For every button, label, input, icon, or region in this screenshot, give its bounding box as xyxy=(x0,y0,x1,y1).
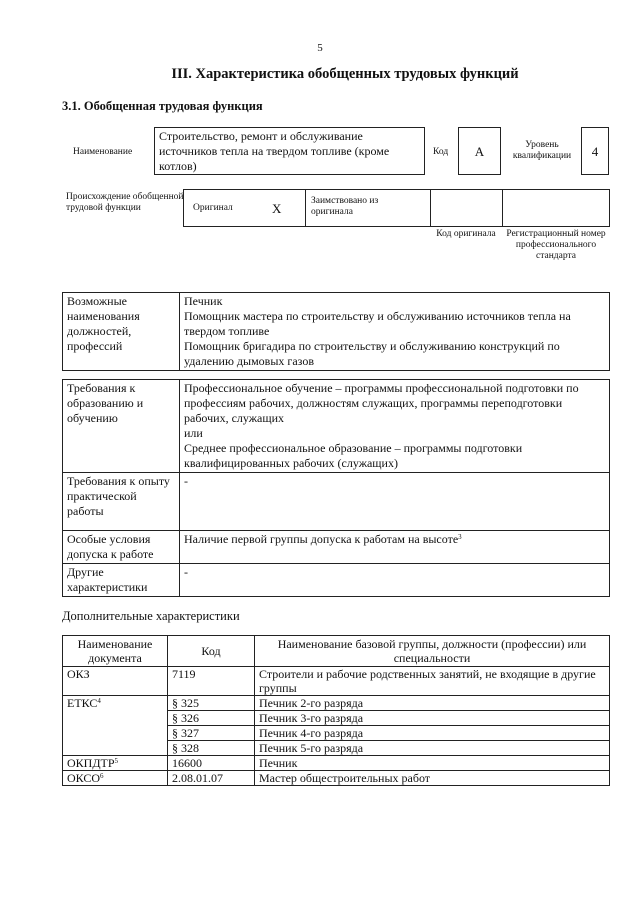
education-values xyxy=(180,380,610,473)
code-value-box xyxy=(458,127,501,175)
okpdtr-code: 16600 xyxy=(168,756,255,771)
etks-code: § 326 xyxy=(168,711,255,726)
etks-doc-text: ЕТКС xyxy=(67,696,98,710)
etks-name: Печник 3-го разряда xyxy=(255,711,610,726)
positions-values xyxy=(180,293,610,371)
footnote-3: 3 xyxy=(458,533,462,541)
original-label: Оригинал xyxy=(193,203,233,213)
origin-table xyxy=(183,189,610,227)
education-line: или xyxy=(184,426,203,440)
okso-doc xyxy=(63,771,168,786)
etks-name: Печник 4-го разряда xyxy=(255,726,610,741)
reg-number-caption: Регистрационный номер профессионального стандарта xyxy=(506,229,606,261)
position-line: Печник xyxy=(184,294,223,308)
code-label: Код xyxy=(433,147,449,157)
origin-label: Происхождение обобщенной трудовой функции xyxy=(66,192,184,213)
name-label: Наименование xyxy=(73,147,133,157)
level-value-box xyxy=(581,127,609,175)
table-row xyxy=(63,756,610,771)
etks-code: § 328 xyxy=(168,741,255,756)
function-name-box xyxy=(154,127,425,175)
table-row xyxy=(63,696,610,711)
header-code: Код xyxy=(168,636,255,667)
footnote-5: 5 xyxy=(114,757,119,765)
code-original-caption: Код оригинала xyxy=(436,229,496,239)
education-line: Профессиональное обучение – программы профессиональной подготовки по профессиям рабочих, должностям служащих, программы переподготовки рабочих, служащих xyxy=(184,381,579,425)
borrowed-label: Заимствовано из оригинала xyxy=(311,196,379,217)
other-label: Другие характеристики xyxy=(63,564,180,597)
origin-divider-3 xyxy=(502,190,503,226)
origin-divider-1 xyxy=(305,190,306,226)
okpdtr-name: Печник xyxy=(255,756,610,771)
etks-code: § 325 xyxy=(168,696,255,711)
footnote-4: 4 xyxy=(97,697,101,705)
header-name: Наименование базовой группы, должности (профессии) или специальности xyxy=(255,636,610,667)
okpdtr-doc-text: ОКПДТР xyxy=(67,756,115,770)
origin-divider-2 xyxy=(430,190,431,226)
okpdtr-doc xyxy=(63,756,168,771)
okso-code: 2.08.01.07 xyxy=(168,771,255,786)
section-title: III. Характеристика обобщенных трудовых функций xyxy=(171,66,519,82)
etks-doc xyxy=(63,696,168,756)
header-document: Наименование документа xyxy=(63,636,168,667)
extra-title: Дополнительные характеристики xyxy=(62,609,240,623)
etks-name: Печник 2-го разряда xyxy=(255,696,610,711)
experience-label: Требования к опыту практической работы xyxy=(63,473,180,531)
okz-name: Строители и рабочие родственных занятий, не входящие в другие группы xyxy=(255,667,610,696)
okz-code: 7119 xyxy=(168,667,255,696)
okz-doc: ОКЗ xyxy=(63,667,168,696)
function-name-value: Строительство, ремонт и обслуживание источников тепла на твердом топливе (кроме котлов) xyxy=(159,129,390,173)
other-value: - xyxy=(180,564,610,597)
okso-name: Мастер общестроительных работ xyxy=(255,771,610,786)
admission-text: Наличие первой группы допуска к работам на высоте xyxy=(184,532,459,546)
subsection-title: 3.1. Обобщенная трудовая функция xyxy=(62,99,263,113)
admission-value xyxy=(180,531,610,564)
level-label: Уровень квалификации xyxy=(512,140,572,161)
positions-table xyxy=(62,292,610,371)
code-value: А xyxy=(474,143,485,159)
level-value: 4 xyxy=(591,143,599,159)
etks-code: § 327 xyxy=(168,726,255,741)
footnote-6: 6 xyxy=(100,772,104,780)
extra-table xyxy=(62,635,610,786)
position-line: Помощник бригадира по строительству и обслуживанию конструкций по удалению дымовых газов xyxy=(184,339,560,368)
experience-value: - xyxy=(180,473,610,531)
admission-label: Особые условия допуска к работе xyxy=(63,531,180,564)
education-label: Требования к образованию и обучению xyxy=(63,380,180,473)
position-line: Помощник мастера по строительству и обслуживанию источников тепла на твердом топливе xyxy=(184,309,571,338)
page-number: 5 xyxy=(317,42,323,54)
requirements-table xyxy=(62,379,610,597)
table-row xyxy=(63,771,610,786)
table-row xyxy=(63,667,610,696)
original-mark: Х xyxy=(272,201,282,216)
positions-label: Возможные наименования должностей, профессий xyxy=(63,293,180,371)
okso-doc-text: ОКСО xyxy=(67,771,101,785)
etks-name: Печник 5-го разряда xyxy=(255,741,610,756)
education-line: Среднее профессиональное образование – программы подготовки квалифицированных рабочих (служащих) xyxy=(184,441,523,470)
